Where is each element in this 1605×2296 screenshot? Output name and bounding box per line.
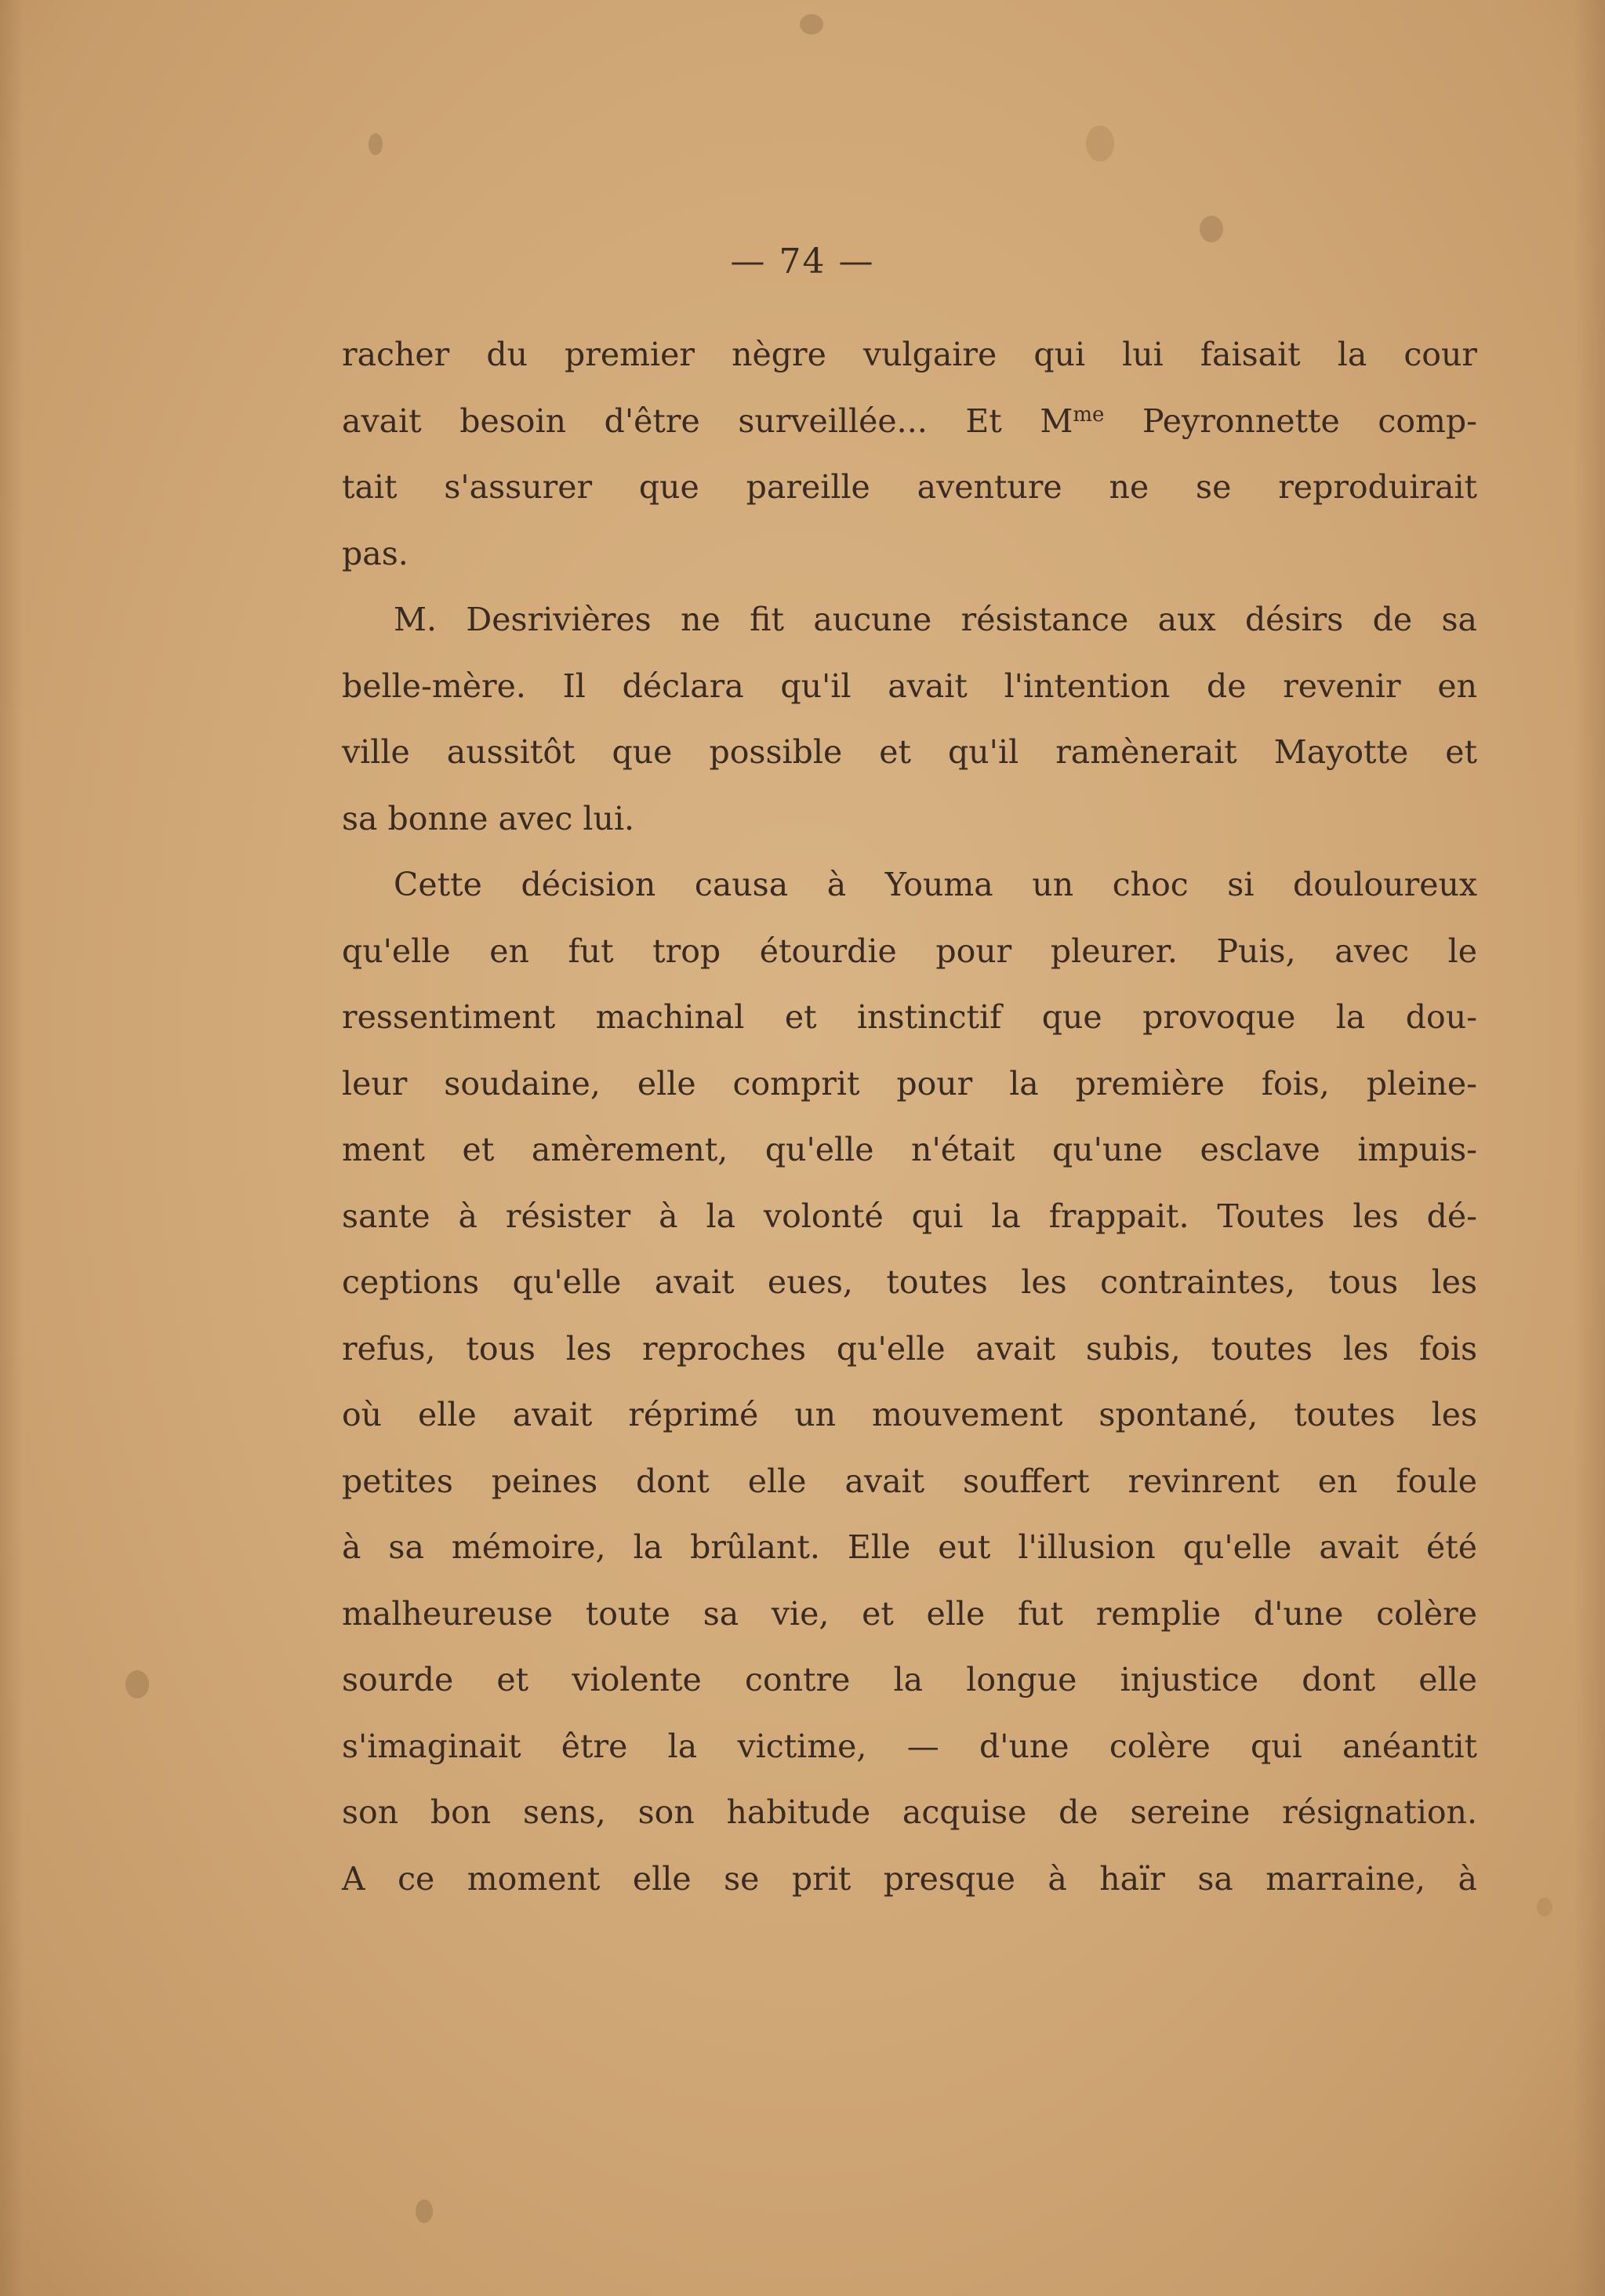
text-line: pas. bbox=[342, 534, 409, 572]
paragraph-start-line: Cette décision causa à Youma un choc si douloureux bbox=[394, 866, 1477, 903]
text-line: s'imaginait être la victime, — d'une colère qui anéantit bbox=[342, 1727, 1477, 1765]
foxing-spot bbox=[1200, 216, 1223, 242]
text-line: sourde et violente contre la longue injustice dont elle bbox=[342, 1661, 1477, 1698]
foxing-spot bbox=[1086, 125, 1114, 162]
text-line: ment et amèrement, qu'elle n'était qu'une esclave impuis- bbox=[342, 1131, 1477, 1168]
text-line: son bon sens, son habitude acquise de sereine résignation. bbox=[342, 1793, 1477, 1831]
text-line: ville aussitôt que possible et qu'il ramènerait Mayotte et bbox=[342, 733, 1477, 771]
text-line bbox=[342, 388, 1477, 455]
text-line: leur soudaine, elle comprit pour la première fois, pleine- bbox=[342, 1064, 1477, 1103]
text-line: A ce moment elle se prit presque à haïr sa marraine, à bbox=[342, 1859, 1477, 1898]
body-text bbox=[342, 322, 1477, 1912]
page-number: — 74 — bbox=[730, 242, 875, 282]
text-line: sante à résister à la volonté qui la frappait. Toutes les dé- bbox=[342, 1197, 1477, 1235]
page-edge-shadow-right bbox=[1574, 0, 1605, 2296]
text-line: refus, tous les reproches qu'elle avait subis, toutes les fois bbox=[342, 1329, 1477, 1368]
text-line: à sa mémoire, la brûlant. Elle eut l'illusion qu'elle avait été bbox=[342, 1528, 1477, 1566]
foxing-spot bbox=[125, 1670, 149, 1698]
foxing-spot bbox=[800, 14, 823, 35]
text-line: où elle avait réprimé un mouvement spontané, toutes les bbox=[342, 1396, 1477, 1433]
foxing-spot bbox=[416, 2200, 433, 2223]
text-line: tait s'assurer que pareille aventure ne se reproduirait bbox=[342, 468, 1477, 506]
paragraph-start-line: M. Desrivières ne fit aucune résistance aux désirs de sa bbox=[394, 601, 1477, 638]
text-line: ceptions qu'elle avait eues, toutes les contraintes, tous les bbox=[342, 1263, 1477, 1301]
text-line: sa bonne avec lui. bbox=[342, 799, 635, 837]
text-segment: Peyronnette comp- bbox=[1104, 401, 1478, 440]
superscript-abbrev: me bbox=[1073, 402, 1105, 427]
page-edge-shadow-left bbox=[0, 0, 24, 2296]
text-line: ressentiment machinal et instinctif que provoque la dou- bbox=[342, 998, 1477, 1036]
foxing-spot bbox=[1537, 1898, 1552, 1916]
text-line: malheureuse toute sa vie, et elle fut remplie d'une colère bbox=[342, 1594, 1477, 1633]
text-segment: avait besoin d'être surveillée... Et M bbox=[342, 401, 1073, 440]
text-line: petites peines dont elle avait souffert revinrent en foule bbox=[342, 1462, 1477, 1500]
foxing-spot bbox=[369, 133, 383, 155]
text-line: belle-mère. Il déclara qu'il avait l'intention de revenir en bbox=[342, 667, 1477, 705]
text-line: qu'elle en fut trop étourdie pour pleurer. Puis, avec le bbox=[342, 932, 1477, 970]
text-line: racher du premier nègre vulgaire qui lui faisait la cour bbox=[342, 336, 1477, 373]
